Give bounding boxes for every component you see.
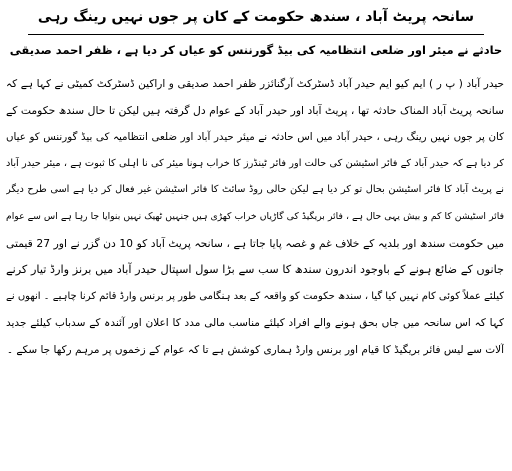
body-line: سانحہ پریٹ آباد المناک حادثہ تھا ، پریٹ آباد اور حیدر آباد کے عوام دل گرفتہ ہیں لیکن تا حال سندھ حکومت کے bbox=[6, 103, 504, 117]
body-line: کہا کہ اس سانحہ میں جاں بحق ہونے والے افراد کیلئے مناسب مالی مدد کا اعلان اور آئندہ کے سدباب کیلئے جدید bbox=[6, 317, 504, 330]
body-line: نے پریٹ آباد کا فائر اسٹیشن بحال تو کر دیا ہے لیکن حالی روڈ سائٹ کا فائر اسٹیشن غیر فعال کر دیا ہے اسی طرح دیگر bbox=[6, 184, 504, 196]
body-line: آلات سے لیس فائر بریگیڈ کا قیام اور برنس وارڈ ہماری کوشش ہے تا کہ عوام کے زخموں پر مرہم رکھا جا سکے ۔ bbox=[6, 343, 504, 356]
article-body bbox=[6, 71, 506, 364]
body-line: حیدر آباد ( پ ر ) ایم کیو ایم حیدر آباد ڈسٹرکٹ آرگنائزر ظفر احمد صدیقی و اراکین ڈسٹرکٹ کمیٹی نے کہا ہے کہ bbox=[6, 78, 504, 90]
body-line: فائر اسٹیشن کا کم و بیش یہی حال ہے ، فائر بریگیڈ کی گاڑیاں خراب کھڑی ہیں جنہیں ٹھیک نہیں بنوایا جا رہا ہے اس سے عوام bbox=[6, 210, 504, 222]
body-line: میں حکومت سندھ اور بلدیہ کے خلاف غم و غصہ پایا جاتا ہے ، سانحہ پریٹ آباد کو 10 دن گزر نے اور 27 قیمتی bbox=[6, 236, 504, 250]
body-line: کر دیا ہے کہ حیدر آباد کے فائر اسٹیشن کی حالت اور فائر ٹینڈرز کا خراب ہونا میئر کی نا اہلی کا ثبوت ہے ، میئر حیدر آباد bbox=[6, 157, 504, 169]
headline-main: سانحہ پریٹ آباد ، سندھ حکومت کے کان پر جوں نہیں رینگ رہی bbox=[37, 9, 475, 25]
news-article bbox=[6, 4, 506, 467]
headline-sub: حادثے نے میئر اور ضلعی انتظامیہ کی بیڈ گورننس کو عیاں کر دیا ہے ، ظفر احمد صدیقی bbox=[9, 43, 503, 57]
body-line: کان پر جوں نہیں رینگ رہی ، حیدر آباد میں اس حادثہ نے میئر حیدر آباد اور ضلعی انتظامیہ کی بیڈ گورننس کو عیاں bbox=[6, 131, 504, 144]
body-line: جانوں کے ضائع ہونے کے باوجود اندرون سندھ کا سب سے بڑا سول اسپتال حیدر آباد میں برنز وارڈ تیار کرنے bbox=[6, 263, 504, 277]
body-line: کیلئے عملاً کوئی کام نہیں کیا گیا ، سندھ حکومت کو واقعہ کے بعد ہنگامی طور پر برنس وارڈ قائم کرنا چاہیے ۔ انھوں نے bbox=[6, 290, 504, 302]
headline-divider bbox=[28, 34, 484, 35]
